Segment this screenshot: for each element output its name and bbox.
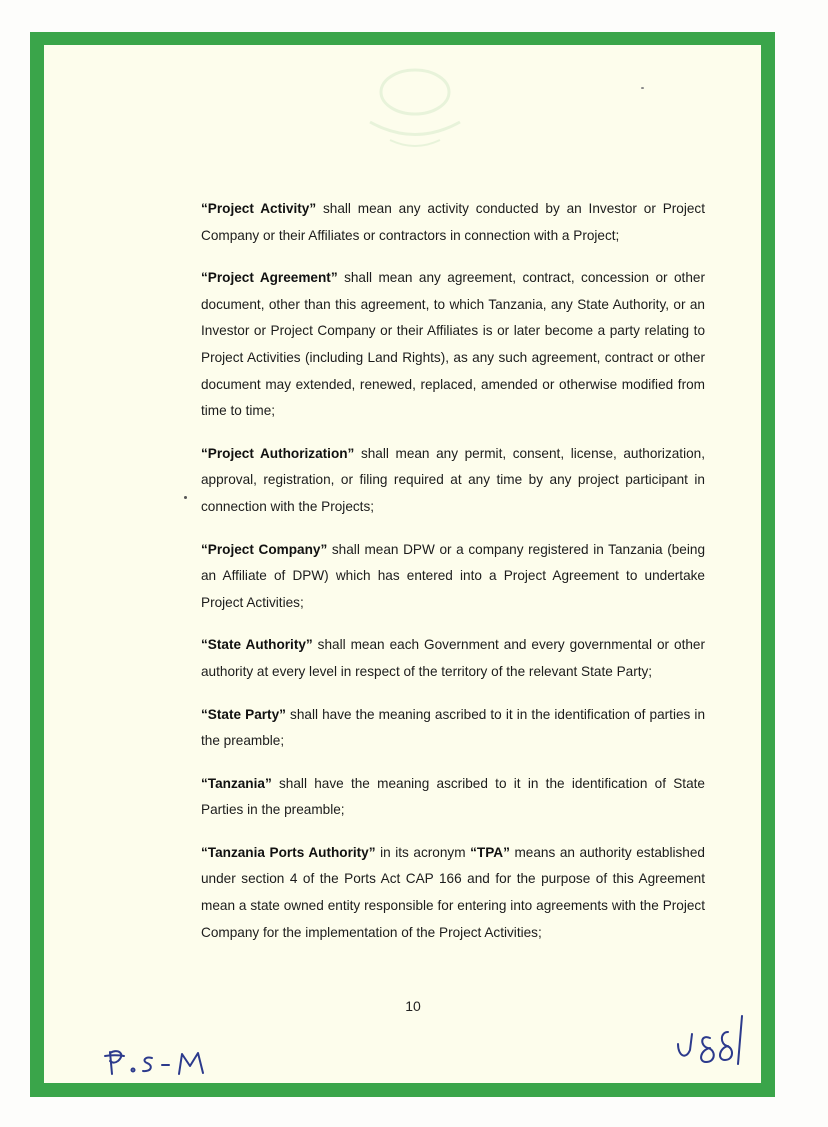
handwritten-initials	[102, 1044, 222, 1080]
definition-term: “Tanzania”	[201, 775, 272, 791]
definition-text: means an authority established under section 4 of the Ports Act CAP 166 and for the purpose of this Agreement mean a state owned entity responsible for entering into agreements with the Project Company for the implementation of the Project Activities;	[201, 844, 705, 940]
definition-project-agreement	[201, 265, 705, 425]
definition-term: “Tanzania Ports Authority”	[201, 844, 376, 860]
definition-text: shall mean any activity conducted by an Investor or Project Company or their Affiliates or contractors in connection with a Project;	[201, 201, 706, 243]
definition-term: “Project Company”	[201, 541, 328, 557]
definition-text: shall mean any permit, consent, license, authorization, approval, registration, or filing required at any time by any project participant in connection with the Projects;	[201, 445, 705, 514]
definition-project-company	[201, 537, 705, 617]
definition-tanzania	[201, 771, 705, 824]
definition-term: “Project Activity”	[201, 201, 317, 216]
definition-state-authority	[201, 632, 705, 685]
definition-project-authorization	[201, 441, 705, 521]
page-number: 10	[405, 998, 421, 1014]
definition-text: shall have the meaning ascribed to it in the identification of parties in the preamble;	[201, 706, 706, 749]
definitions-list	[201, 196, 705, 962]
definition-state-party	[201, 702, 705, 755]
definition-text: shall mean any agreement, contract, concession or other document, other than this agreement, to which Tanzania, any State Authority, or an Investor or Project Company or their Affiliates is or later become a party relating to Project Activities (including Land Rights), as any such agreement, contract or other document may extended, renewed, replaced, amended or otherwise modified from time to time;	[201, 270, 705, 419]
watermark-emblem	[330, 52, 500, 162]
definition-term: “State Party”	[201, 706, 286, 722]
definition-text: shall have the meaning ascribed to it in the identification of State Parties in the preamble;	[201, 775, 705, 818]
definition-text: shall mean DPW or a company registered in Tanzania (being an Affiliate of DPW) which has entered into a Project Agreement to undertake Project Activities;	[201, 541, 706, 610]
definition-term: “Project Agreement”	[201, 270, 338, 286]
scan-dot	[184, 496, 187, 499]
definition-connector: in its acronym	[375, 844, 471, 860]
scan-speck	[641, 87, 644, 89]
definition-project-activity	[201, 196, 705, 249]
definition-term: “State Authority”	[201, 637, 313, 653]
definition-term: “Project Authorization”	[201, 445, 355, 461]
definition-acronym: “TPA”	[470, 844, 510, 860]
definition-text: shall mean each Government and every governmental or other authority at every level in respect of the territory of the relevant State Party;	[201, 637, 706, 679]
handwritten-signature	[672, 1010, 752, 1070]
definition-tanzania-ports-authority	[201, 840, 705, 946]
